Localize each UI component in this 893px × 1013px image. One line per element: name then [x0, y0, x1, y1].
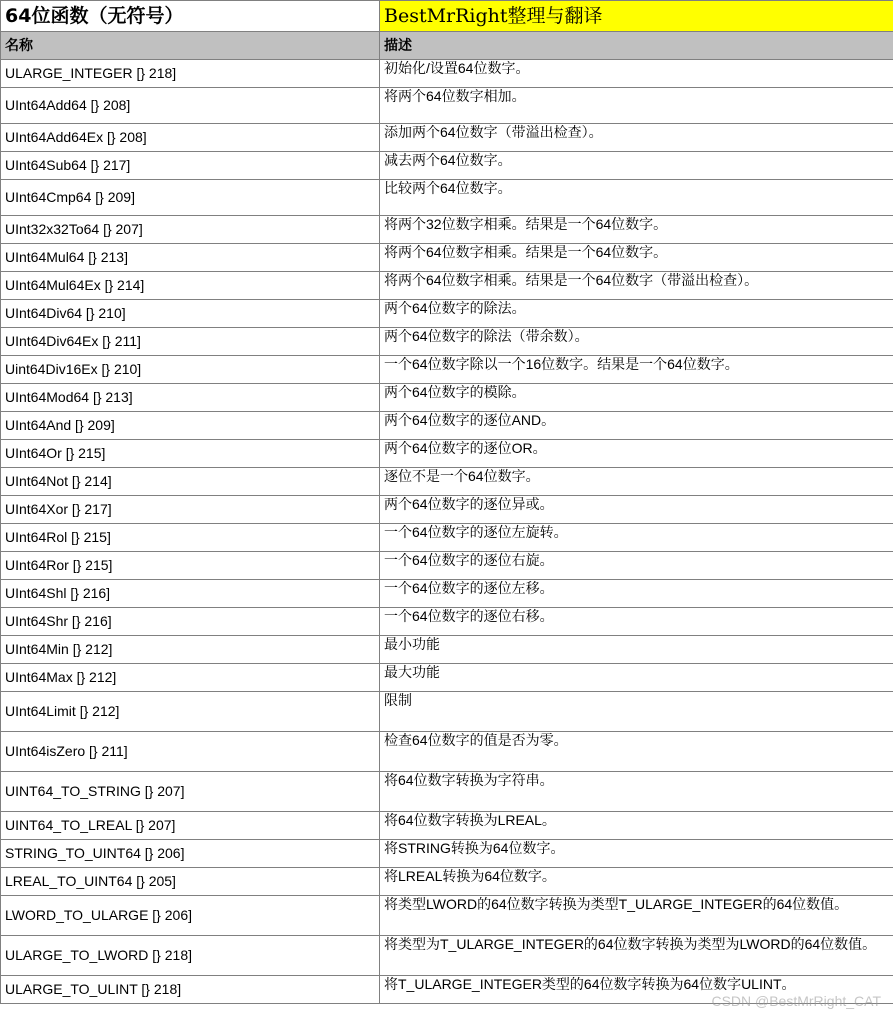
function-description: 比较两个64位数字。 — [380, 180, 893, 216]
column-header-name: 名称 — [1, 32, 380, 60]
function-name: UINT64_TO_STRING [} 207] — [1, 772, 380, 812]
column-header-desc: 描述 — [380, 32, 893, 60]
function-description: 两个64位数字的模除。 — [380, 384, 893, 412]
function-name: UInt64Shr [} 216] — [1, 608, 380, 636]
table-row — [1, 868, 893, 896]
table-row — [1, 272, 893, 300]
table-row — [1, 440, 893, 468]
table-row — [1, 384, 893, 412]
function-name: UInt64Cmp64 [} 209] — [1, 180, 380, 216]
function-description: 两个64位数字的逐位异或。 — [380, 496, 893, 524]
function-description: 将LREAL转换为64位数字。 — [380, 868, 893, 896]
function-name: UInt64Xor [} 217] — [1, 496, 380, 524]
function-name: ULARGE_TO_LWORD [} 218] — [1, 936, 380, 976]
function-description: 限制 — [380, 692, 893, 732]
function-description: 两个64位数字的逐位OR。 — [380, 440, 893, 468]
table-row — [1, 412, 893, 440]
table-row — [1, 896, 893, 936]
table-row — [1, 468, 893, 496]
table-row — [1, 496, 893, 524]
function-name: UInt64Div64Ex [} 211] — [1, 328, 380, 356]
function-name: UInt64Shl [} 216] — [1, 580, 380, 608]
function-name: ULARGE_INTEGER [} 218] — [1, 60, 380, 88]
function-description: 初始化/设置64位数字。 — [380, 60, 893, 88]
function-name: UINT64_TO_LREAL [} 207] — [1, 812, 380, 840]
function-description: 添加两个64位数字（带溢出检查）。 — [380, 124, 893, 152]
table-row — [1, 356, 893, 384]
table-row — [1, 152, 893, 180]
function-description: 一个64位数字除以一个16位数字。结果是一个64位数字。 — [380, 356, 893, 384]
function-description: 将STRING转换为64位数字。 — [380, 840, 893, 868]
function-description: 一个64位数字的逐位右移。 — [380, 608, 893, 636]
function-description: 逐位不是一个64位数字。 — [380, 468, 893, 496]
watermark: CSDN @BestMrRight_CAT — [711, 993, 881, 1009]
table-row — [1, 608, 893, 636]
table-row — [1, 216, 893, 244]
table-row — [1, 580, 893, 608]
table-row — [1, 936, 893, 976]
function-description: 最大功能 — [380, 664, 893, 692]
function-description: 最小功能 — [380, 636, 893, 664]
header-row — [1, 32, 893, 60]
function-name: UInt64Add64 [} 208] — [1, 88, 380, 124]
function-name: LWORD_TO_ULARGE [} 206] — [1, 896, 380, 936]
table-row — [1, 244, 893, 272]
function-description: 将两个64位数字相乘。结果是一个64位数字（带溢出检查）。 — [380, 272, 893, 300]
function-description: 将类型为T_ULARGE_INTEGER的64位数字转换为类型为LWORD的64位数值。 — [380, 936, 893, 976]
function-description: 两个64位数字的除法。 — [380, 300, 893, 328]
table-row — [1, 124, 893, 152]
function-name: UInt64Mod64 [} 213] — [1, 384, 380, 412]
sheet-title: 64位函数（无符号） — [1, 1, 380, 32]
table-row — [1, 812, 893, 840]
function-description: 一个64位数字的逐位左移。 — [380, 580, 893, 608]
function-name: UInt64Rol [} 215] — [1, 524, 380, 552]
table-row — [1, 772, 893, 812]
function-description: 减去两个64位数字。 — [380, 152, 893, 180]
function-name: UInt64Limit [} 212] — [1, 692, 380, 732]
function-description: 将T_ULARGE_INTEGER类型的64位数字转换为64位数字ULINT。 — [380, 976, 893, 1004]
function-name: UInt64isZero [} 211] — [1, 732, 380, 772]
function-description: 将两个64位数字相加。 — [380, 88, 893, 124]
table-body — [1, 1, 893, 1004]
function-description: 两个64位数字的逐位AND。 — [380, 412, 893, 440]
table-row — [1, 524, 893, 552]
function-name: UInt64Max [} 212] — [1, 664, 380, 692]
table-row — [1, 692, 893, 732]
table-row — [1, 328, 893, 356]
function-description: 将类型LWORD的64位数字转换为类型T_ULARGE_INTEGER的64位数值。 — [380, 896, 893, 936]
function-name: LREAL_TO_UINT64 [} 205] — [1, 868, 380, 896]
table-row — [1, 840, 893, 868]
function-name: UInt64Sub64 [} 217] — [1, 152, 380, 180]
translator-credit: BestMrRight整理与翻译 — [380, 1, 893, 32]
function-name: UInt32x32To64 [} 207] — [1, 216, 380, 244]
function-description: 检查64位数字的值是否为零。 — [380, 732, 893, 772]
function-name: Uint64Div16Ex [} 210] — [1, 356, 380, 384]
function-description: 一个64位数字的逐位左旋转。 — [380, 524, 893, 552]
function-description: 将64位数字转换为字符串。 — [380, 772, 893, 812]
table-row — [1, 636, 893, 664]
function-name: UInt64Or [} 215] — [1, 440, 380, 468]
function-description: 将两个32位数字相乘。结果是一个64位数字。 — [380, 216, 893, 244]
function-name: UInt64Min [} 212] — [1, 636, 380, 664]
table-row — [1, 552, 893, 580]
function-name: UInt64Div64 [} 210] — [1, 300, 380, 328]
table-row — [1, 60, 893, 88]
function-name: UInt64Ror [} 215] — [1, 552, 380, 580]
function-name: UInt64Mul64 [} 213] — [1, 244, 380, 272]
function-description: 一个64位数字的逐位右旋。 — [380, 552, 893, 580]
function-name: UInt64Add64Ex [} 208] — [1, 124, 380, 152]
function-description: 两个64位数字的除法（带余数）。 — [380, 328, 893, 356]
table-row — [1, 732, 893, 772]
function-description: 将两个64位数字相乘。结果是一个64位数字。 — [380, 244, 893, 272]
title-row — [1, 1, 893, 32]
function-name: UInt64Not [} 214] — [1, 468, 380, 496]
table-row — [1, 300, 893, 328]
function-name: ULARGE_TO_ULINT [} 218] — [1, 976, 380, 1004]
table-row — [1, 664, 893, 692]
table-row — [1, 88, 893, 124]
table-row — [1, 180, 893, 216]
function-name: UInt64And [} 209] — [1, 412, 380, 440]
function-description: 将64位数字转换为LREAL。 — [380, 812, 893, 840]
function-name: STRING_TO_UINT64 [} 206] — [1, 840, 380, 868]
function-name: UInt64Mul64Ex [} 214] — [1, 272, 380, 300]
